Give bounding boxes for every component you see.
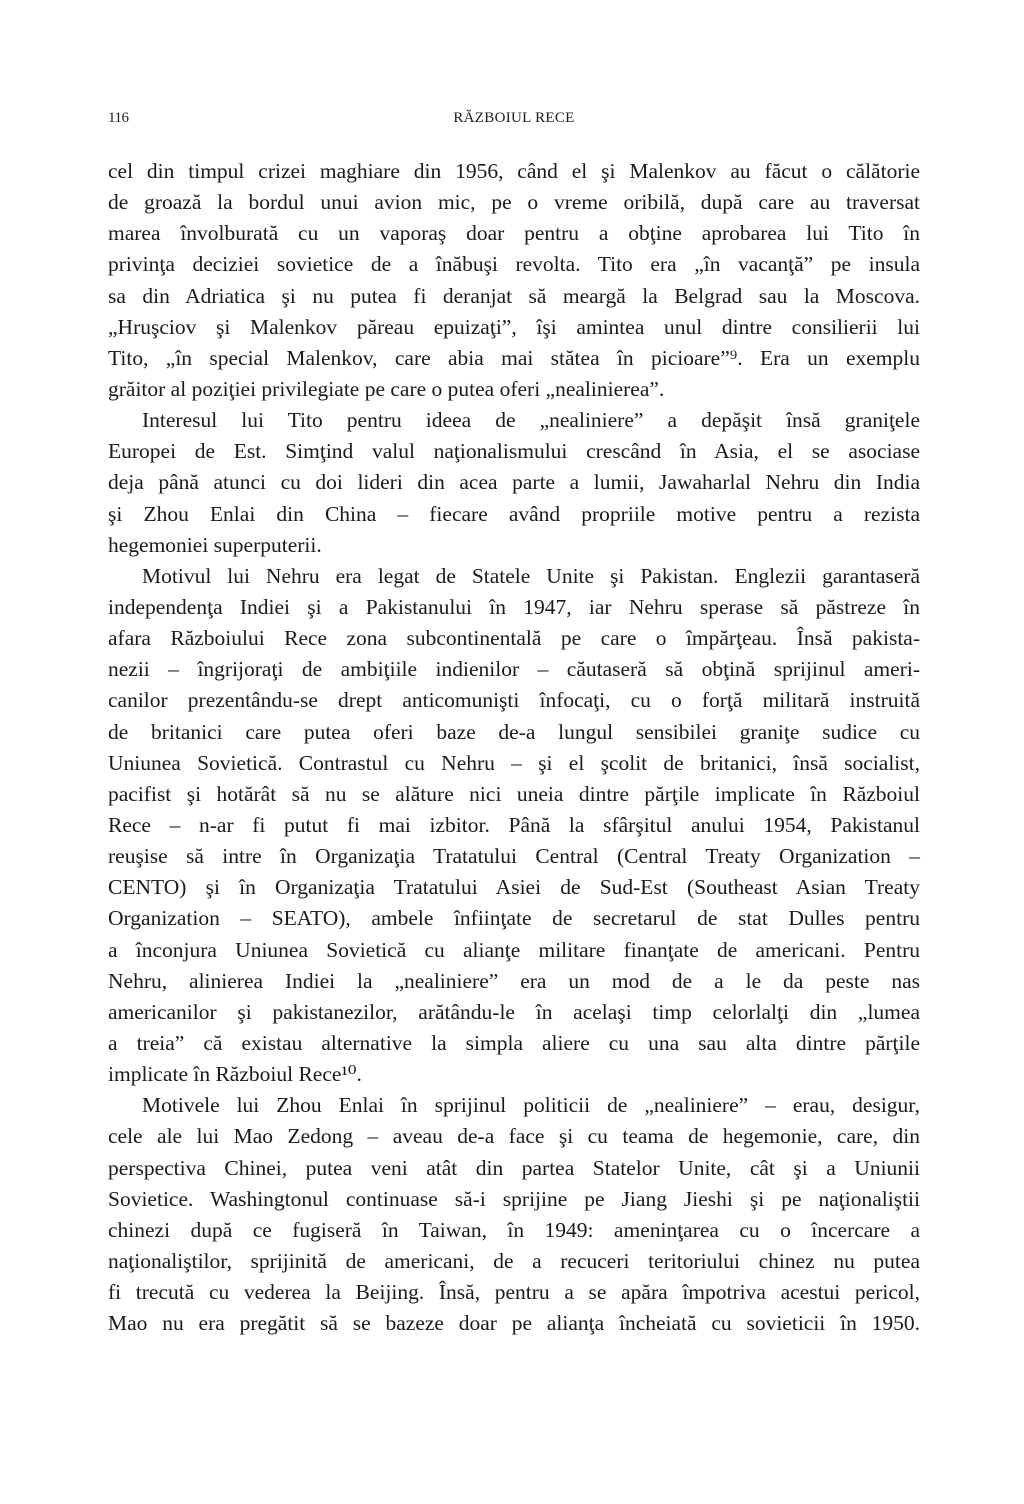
text-line: reuşise să intre în Organizaţia Tratatului Central (Central Treaty Organization – <box>108 844 920 869</box>
text-line: Rece – n-ar fi putut fi mai izbitor. Până la sfârşitul anului 1954, Pakistanul <box>108 812 920 837</box>
text-line: pacifist şi hotărât să nu se alăture nici uneia dintre părţile implicate în Războiul <box>108 781 920 806</box>
text-line: cele ale lui Mao Zedong – aveau de-a face şi cu teama de hegemonie, care, din <box>108 1124 920 1149</box>
text-line: de groază la bordul unui avion mic, pe o vreme oribilă, după care au traversat <box>108 190 920 215</box>
body-text <box>108 156 920 1339</box>
text-line: chinezi după ce fugiseră în Taiwan, în 1949: ameninţarea cu o încercare a <box>108 1217 920 1242</box>
text-line: perspectiva Chinei, putea veni atât din partea Statelor Unite, cât şi a Uniunii <box>108 1155 920 1180</box>
text-line: independenţa Indiei şi a Pakistanului în 1947, iar Nehru sperase să păstreze în <box>108 594 920 619</box>
text-line: deja până atunci cu doi lideri din acea parte a lumii, Jawaharlal Nehru din India <box>108 470 920 495</box>
paragraph-2 <box>108 405 920 561</box>
text-line: şi Zhou Enlai din China – fiecare având propriile motive pentru a rezista <box>108 501 920 526</box>
text-line: „Hruşciov şi Malenkov păreau epuizaţi”, îşi amintea unul dintre consilierii lui <box>108 314 920 339</box>
paragraph-1 <box>108 156 920 405</box>
text-line: a înconjura Uniunea Sovietică cu alianţe militare finanţate de americani. Pentru <box>108 937 920 962</box>
text-line: afara Războiului Rece zona subcontinentală pe care o împărţeau. Însă pakista- <box>108 626 920 651</box>
text-line: grăitor al poziţiei privilegiate pe care o putea oferi „nealinierea”. <box>108 376 665 401</box>
paragraph-3 <box>108 561 920 1090</box>
text-line: a treia” că existau alternative la simpla aliere cu una sau alta dintre părţile <box>108 1030 920 1055</box>
text-line: Europei de Est. Simţind valul naţionalismului crescând în Asia, el se asociase <box>108 439 920 464</box>
text-line: Motivul lui Nehru era legat de Statele Unite şi Pakistan. Englezii garantaseră <box>142 563 920 588</box>
text-line: americanilor şi pakistanezilor, arătându-le în acelaşi timp celorlalţi din „lumea <box>108 999 920 1024</box>
text-line: marea învolburată cu un vaporaş doar pentru a obţine aprobarea lui Tito în <box>108 221 920 246</box>
text-line: sa din Adriatica şi nu putea fi deranjat să meargă la Belgrad sau la Moscova. <box>108 283 920 308</box>
text-line: cel din timpul crizei maghiare din 1956, când el şi Malenkov au făcut o călătorie <box>108 159 920 183</box>
text-line: nezii – îngrijoraţi de ambiţiile indienilor – căutaseră să obţină sprijinul ameri- <box>108 657 920 682</box>
text-line: CENTO) şi în Organizaţia Tratatului Asiei de Sud-Est (Southeast Asian Treaty <box>108 875 920 900</box>
text-line: Tito, „în special Malenkov, care abia mai stătea în picioare”⁹. Era un exemplu <box>108 345 920 370</box>
text-line: Sovietice. Washingtonul continuase să-i sprijine pe Jiang Jieshi şi pe naţionaliştii <box>108 1186 920 1211</box>
text-line: Nehru, alinierea Indiei la „nealiniere” era un mod de a le da peste nas <box>108 968 920 993</box>
text-line: Interesul lui Tito pentru ideea de „nealiniere” a depăşit însă graniţele <box>142 408 920 433</box>
text-line: Organization – SEATO), ambele înfiinţate de secretarul de stat Dulles pentru <box>108 906 920 931</box>
text-line: Mao nu era pregătit să se bazeze doar pe alianţa încheiată cu sovieticii în 1950. <box>108 1311 920 1336</box>
text-line: de britanici care putea oferi baze de-a lungul sensibilei graniţe sudice cu <box>108 719 920 744</box>
text-line: canilor prezentându-se drept anticomunişti înfocaţi, cu o forţă militară instruită <box>108 688 920 713</box>
text-line: privinţa deciziei sovietice de a înăbuşi revolta. Tito era „în vacanţă” pe insula <box>108 252 920 277</box>
paragraph-4 <box>108 1090 920 1339</box>
running-header <box>108 110 920 134</box>
text-line: naţionaliştilor, sprijinită de americani, de a recuceri teritoriului chinez nu putea <box>108 1248 920 1273</box>
text-line: fi trecută cu vederea la Beijing. Însă, pentru a se apăra împotriva acestui pericol, <box>108 1280 920 1305</box>
text-line: Uniunea Sovietică. Contrastul cu Nehru – şi el şcolit de britanici, însă socialist, <box>108 750 920 775</box>
text-line: hegemoniei superputerii. <box>108 532 322 557</box>
page-number: 116 <box>108 110 129 126</box>
text-line: implicate în Războiul Rece¹⁰. <box>108 1062 362 1087</box>
text-line: Motivele lui Zhou Enlai în sprijinul politicii de „nealiniere” – erau, desigur, <box>142 1093 920 1118</box>
running-title: RĂZBOIUL RECE <box>453 110 575 126</box>
